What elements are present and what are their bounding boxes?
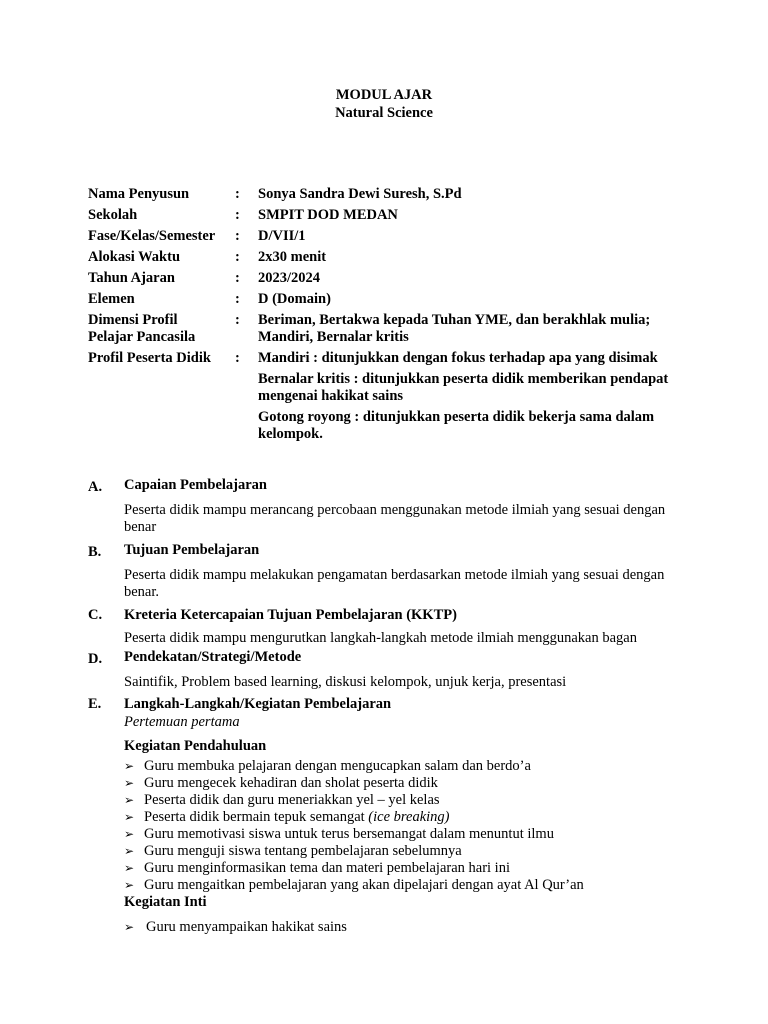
identity-table: [88, 186, 708, 451]
section-body: Peserta didik mampu mengurutkan langkah-langkah metode ilmiah menggunakan bagan: [124, 630, 637, 646]
list-item: [124, 860, 688, 877]
info-colon: :: [235, 350, 240, 366]
arrow-bullet-icon: ➢: [124, 810, 135, 824]
list-item-text: Peserta didik dan guru meneriakkan yel – yel kelas: [144, 792, 440, 808]
list-item-text: Guru memotivasi siswa untuk terus bersemangat dalam menuntut ilmu: [144, 826, 554, 842]
info-value: [258, 312, 708, 346]
inti-list: [124, 919, 688, 936]
section-heading: Langkah-Langkah/Kegiatan Pembelajaran: [124, 696, 392, 712]
list-item-text: Guru membuka pelajaran dengan mengucapkan salam dan berdo’a: [144, 758, 531, 774]
list-item-text: Guru menginformasikan tema dan materi pembelajaran hari ini: [144, 860, 510, 876]
section-heading: Capaian Pembelajaran: [124, 477, 267, 493]
arrow-bullet-icon: ➢: [124, 844, 135, 858]
section-e: [88, 696, 688, 936]
info-colon: :: [235, 186, 240, 202]
info-value: D/VII/1: [258, 228, 306, 244]
info-value: 2023/2024: [258, 270, 321, 286]
info-colon: :: [235, 291, 240, 307]
list-item-text: Guru menyampaikan hakikat sains: [146, 919, 347, 935]
info-value: Sonya Sandra Dewi Suresh, S.Pd: [258, 186, 462, 202]
arrow-bullet-icon: ➢: [124, 793, 135, 807]
info-value: D (Domain): [258, 291, 331, 307]
ice-breaking-note: (ice breaking): [368, 809, 450, 825]
list-item: [124, 919, 688, 936]
list-item-text: [144, 809, 449, 826]
section-heading: Tujuan Pembelajaran: [124, 542, 260, 558]
info-label: Elemen: [88, 291, 135, 307]
document-subtitle: Natural Science: [335, 105, 433, 121]
inti-heading: Kegiatan Inti: [124, 894, 207, 910]
info-row-elemen: [88, 291, 708, 308]
info-label: Nama Penyusun: [88, 186, 190, 202]
list-item: [124, 792, 688, 809]
dimensi-label-line2: Pelajar Pancasila: [88, 329, 196, 345]
info-row-dimensi: [88, 312, 708, 346]
lesson-sections: [88, 477, 688, 936]
info-colon: :: [235, 228, 240, 244]
profil-bernalar-kritis: Bernalar kritis : ditunjukkan peserta didik memberikan pendapat mengenai hakikat sains: [258, 371, 669, 404]
pendahuluan-heading: Kegiatan Pendahuluan: [124, 738, 267, 754]
info-row-alokasi: [88, 249, 708, 266]
profil-gotong-royong: Gotong royong : ditunjukkan peserta didik bekerja sama dalam kelompok.: [258, 409, 655, 442]
arrow-bullet-icon: ➢: [124, 759, 135, 773]
section-letter: C.: [88, 607, 103, 623]
section-c: [88, 607, 688, 647]
arrow-bullet-icon: ➢: [124, 878, 135, 892]
info-row-fase: [88, 228, 708, 245]
arrow-bullet-icon: ➢: [124, 920, 135, 934]
list-item: [124, 758, 688, 775]
section-d: [88, 649, 688, 691]
pendahuluan-list: [124, 758, 688, 894]
section-letter: E.: [88, 696, 102, 712]
info-label: Fase/Kelas/Semester: [88, 228, 216, 244]
document-title: MODUL AJAR: [335, 87, 433, 103]
list-item: [124, 826, 688, 843]
info-row-penyusun: [88, 186, 708, 203]
section-body: Peserta didik mampu melakukan pengamatan berdasarkan metode ilmiah yang sesuai dengan benar.: [124, 567, 665, 600]
document-title-block: [0, 87, 768, 123]
section-body: Saintifik, Problem based learning, diskusi kelompok, unjuk kerja, presentasi: [124, 674, 567, 690]
list-item: [124, 843, 688, 860]
info-row-sekolah: [88, 207, 708, 224]
info-value: 2x30 menit: [258, 249, 327, 265]
arrow-bullet-icon: ➢: [124, 861, 135, 875]
section-letter: A.: [88, 479, 103, 495]
list-item: [124, 809, 688, 826]
info-label: Alokasi Waktu: [88, 249, 181, 265]
list-item-text: Guru menguji siswa tentang pembelajaran sebelumnya: [144, 843, 462, 859]
arrow-bullet-icon: ➢: [124, 776, 135, 790]
info-label: Tahun Ajaran: [88, 270, 175, 286]
list-item: [124, 877, 688, 894]
info-row-tahun: [88, 270, 708, 287]
info-label: Sekolah: [88, 207, 138, 223]
info-label: Profil Peserta Didik: [88, 350, 211, 366]
section-heading: Kreteria Ketercapaian Tujuan Pembelajaran (KKTP): [124, 607, 457, 623]
list-item-text: Guru mengecek kehadiran dan sholat peserta didik: [144, 775, 438, 791]
list-item-text: Guru mengaitkan pembelajaran yang akan dipelajari dengan ayat Al Qur’an: [144, 877, 584, 893]
info-label: [88, 312, 235, 346]
dimensi-value-line2: Mandiri, Bernalar kritis: [258, 329, 409, 345]
section-b: [88, 542, 688, 601]
list-item-main-text: Peserta didik bermain tepuk semangat: [144, 809, 369, 825]
section-letter: D.: [88, 651, 103, 667]
meeting-label: Pertemuan pertama: [124, 714, 240, 730]
info-colon: :: [235, 270, 240, 286]
info-value: SMPIT DOD MEDAN: [258, 207, 398, 223]
info-row-profil: [88, 350, 708, 447]
section-body: Peserta didik mampu merancang percobaan menggunakan metode ilmiah yang sesuai dengan benar: [124, 502, 666, 535]
section-heading: Pendekatan/Strategi/Metode: [124, 649, 302, 665]
dimensi-value-line1: Beriman, Bertakwa kepada Tuhan YME, dan berakhlak mulia;: [258, 312, 651, 328]
info-value: [258, 350, 708, 447]
info-colon: :: [235, 207, 240, 223]
profil-mandiri: Mandiri : ditunjukkan dengan fokus terhadap apa yang disimak: [258, 350, 658, 366]
dimensi-label-line1: Dimensi Profil: [88, 312, 178, 328]
info-colon: :: [235, 312, 240, 328]
info-colon: :: [235, 249, 240, 265]
section-a: [88, 477, 688, 536]
arrow-bullet-icon: ➢: [124, 827, 135, 841]
section-letter: B.: [88, 544, 102, 560]
list-item: [124, 775, 688, 792]
